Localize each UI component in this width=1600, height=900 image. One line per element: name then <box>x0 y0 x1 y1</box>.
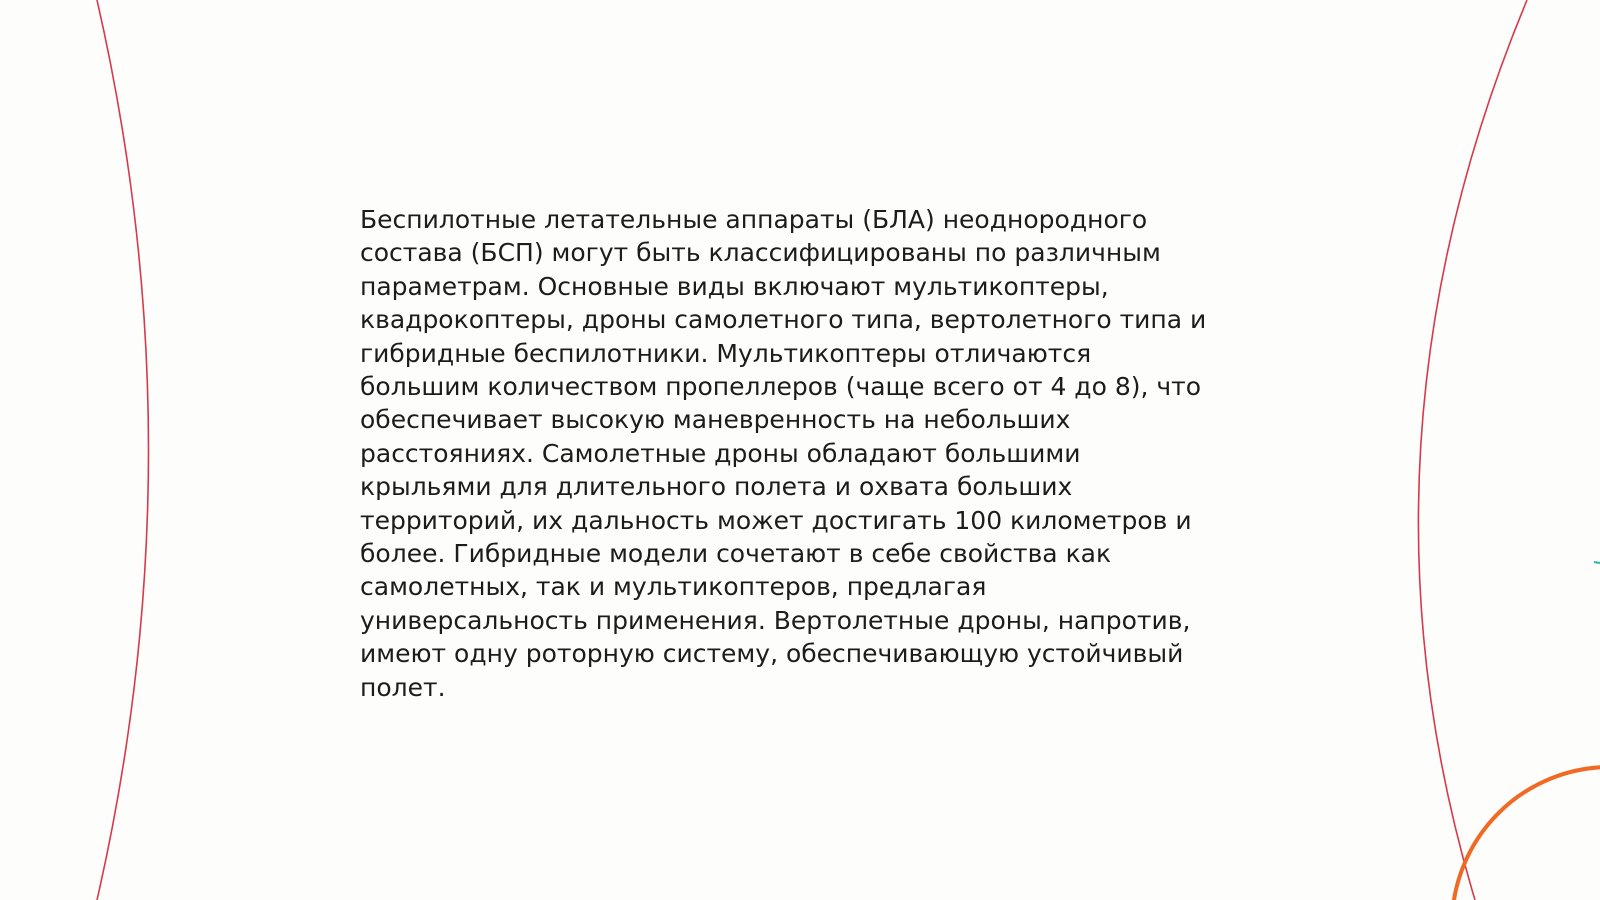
left-frame-curve <box>97 0 149 900</box>
teal-accent-mark <box>1594 562 1600 563</box>
orange-accent-circle <box>1452 767 1600 900</box>
right-frame-curve <box>1418 0 1527 900</box>
slide-body-text: Беспилотные летательные аппараты (БЛА) неоднородного состава (БСП) могут быть классифицированы по различным параметрам. Основные виды включают мультикоптеры, квадрокоптеры, дроны самолетного типа, вертолетного типа и гибридные беспилотники. Мультикоптеры отличаются большим количеством пропеллеров (чаще всего от 4 до 8), что обеспечивает высокую маневренность на небольших расстояниях. Самолетные дроны обладают большими крыльями для длительного полета и охвата больших территорий, их дальность может достигать 100 километров и более. Гибридные модели сочетают в себе свойства как самолетных, так и мультикоптеров, предлагая универсальность применения. Вертолетные дроны, напротив, имеют одну роторную систему, обеспечивающую устойчивый полет. <box>360 205 1207 702</box>
